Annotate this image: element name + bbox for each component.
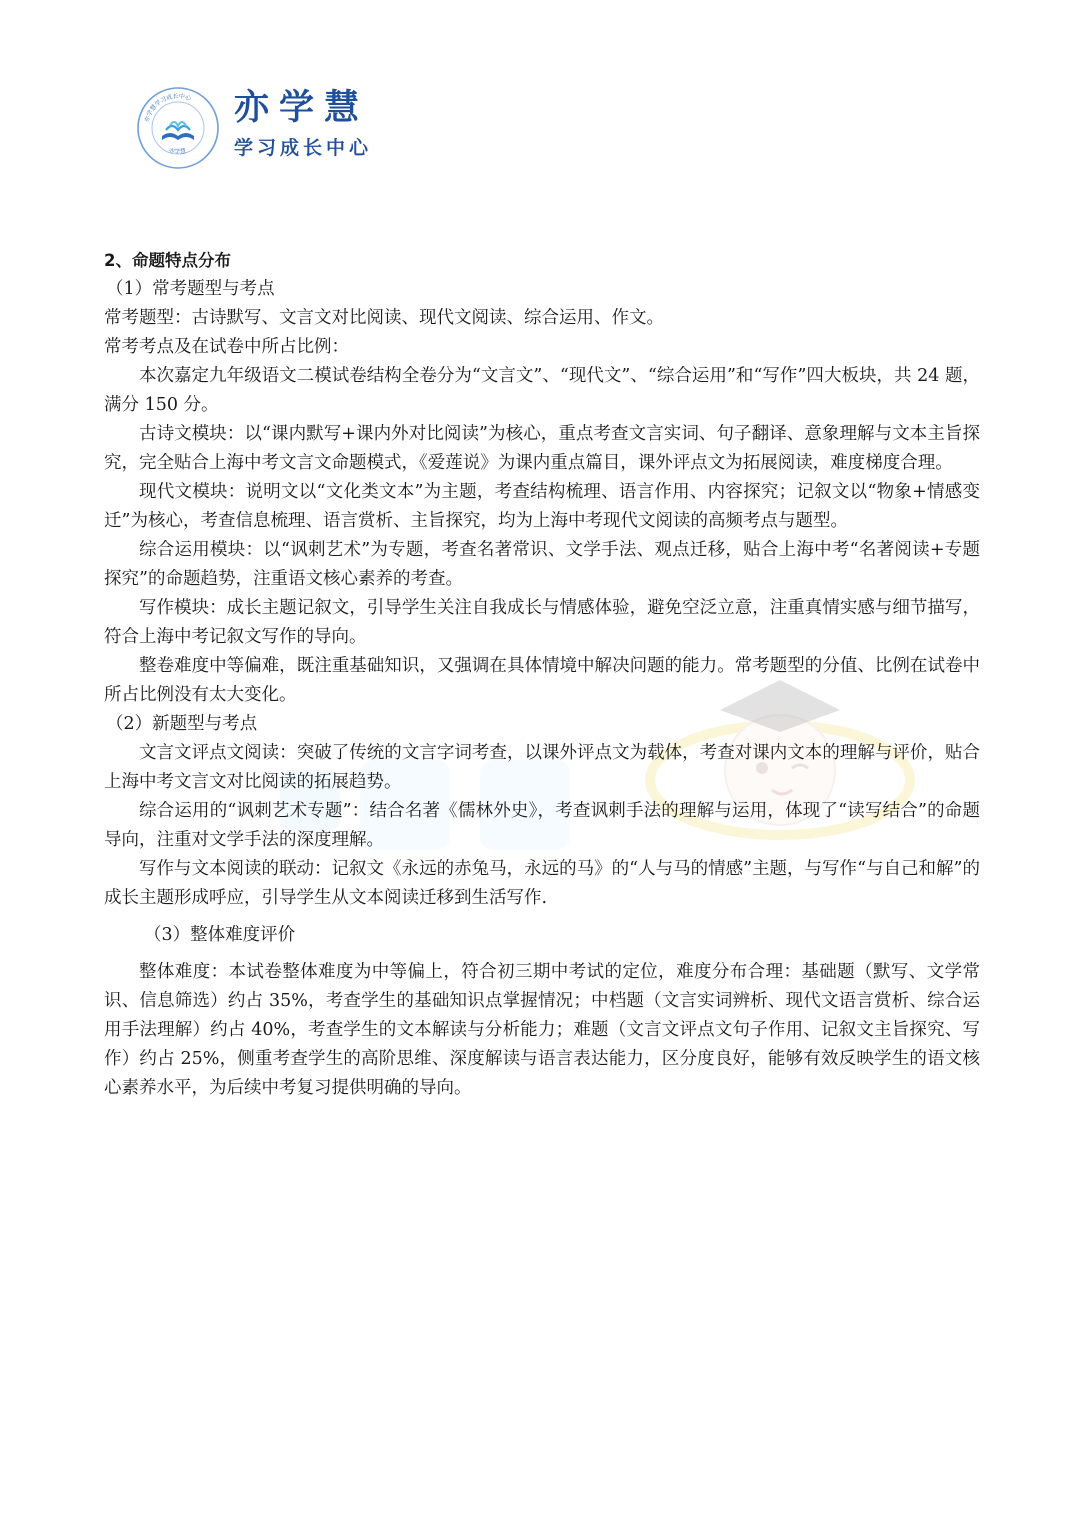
section-heading: 2、命题特点分布: [104, 251, 231, 270]
logo-subtitle: 学习成长中心: [234, 137, 373, 159]
paragraph: 综合运用的“讽刺艺术专题”：结合名著《儒林外史》，考查讽刺手法的理解与运用，体现了“读写结合”的命题导向，注重对文学手法的深度理解。: [104, 801, 980, 850]
logo-title: 亦学慧: [234, 88, 370, 128]
paragraph: 本次嘉定九年级语文二模试卷结构全卷分为“文言文”、“现代文”、“综合运用”和“写作”四大板块，共 24 题，满分 150 分。: [104, 366, 980, 415]
paragraph: 整卷难度中等偏难，既注重基础知识，又强调在具体情境中解决问题的能力。常考题型的分值、比例在试卷中所占比例没有太大变化。: [104, 656, 980, 705]
paragraph: 综合运用模块：以“讽刺艺术”为专题，考查名著常识、文学手法、观点迁移，贴合上海中考“名著阅读+专题探究”的命题趋势，注重语文核心素养的考查。: [104, 540, 980, 589]
paragraph: 写作模块：成长主题记叙文，引导学生关注自我成长与情感体验，避免空泛立意，注重真情实感与细节描写，符合上海中考记叙文写作的导向。: [104, 598, 980, 647]
logo-emblem-icon: [136, 86, 220, 170]
logo-ring-text: 亦学慧学习成长中心: [143, 92, 192, 123]
logo: [136, 86, 376, 176]
logo-ring-bottom: 亦学慧: [167, 147, 187, 156]
paragraph: 古诗文模块：以“课内默写+课内外对比阅读”为核心，重点考查文言实词、句子翻译、意象理解与文本主旨探究，完全贴合上海中考文言文命题模式，《爱莲说》为课内重点篇目，课外评点文为拓展阅读，难度梯度合理。: [104, 424, 980, 473]
paragraph: 写作与文本阅读的联动：记叙文《永远的赤兔马，永远的马》的“人与马的情感”主题，与写作“与自己和解”的成长主题形成呼应，引导学生从文本阅读迁移到生活写作.: [104, 859, 980, 908]
part1-heading: （1）常考题型与考点: [106, 279, 275, 299]
types-line: 常考题型：古诗默写、文言文对比阅读、现代文阅读、综合运用、作文。: [104, 308, 664, 328]
paragraph: 整体难度：本试卷整体难度为中等偏上，符合初三期中考试的定位，难度分布合理：基础题（默写、文学常识、信息筛选）约占 35%，考查学生的基础知识点掌握情况；中档题（文言实词辨析、现代文语言赏析、综合运用手法理解）约占 40%，考查学生的文本解读与分析能力；难题（文言文评点文句子作用、记叙文主旨探究、写作）约占 25%，侧重考查学生的高阶思维、深度解读与语言表达能力，区分度良好，能够有效反映学生的语文核心素养水平，为后续中考复习提供明确的导向。: [104, 962, 980, 1098]
paragraph: 文言文评点文阅读：突破了传统的文言字词考查，以课外评点文为载体，考查对课内文本的理解与评价，贴合上海中考文言文对比阅读的拓展趋势。: [104, 743, 980, 792]
ratio-line: 常考考点及在试卷中所占比例：: [104, 337, 349, 357]
part2-heading: （2）新题型与考点: [106, 714, 258, 734]
part3-heading: （3）整体难度评价: [144, 925, 296, 945]
paragraph: 现代文模块：说明文以“文化类文本”为主题，考查结构梳理、语言作用、内容探究；记叙文以“物象+情感变迁”为核心，考查信息梳理、语言赏析、主旨探究，均为上海中考现代文阅读的高频考点与题型。: [104, 482, 980, 531]
document-body: [104, 246, 980, 1103]
